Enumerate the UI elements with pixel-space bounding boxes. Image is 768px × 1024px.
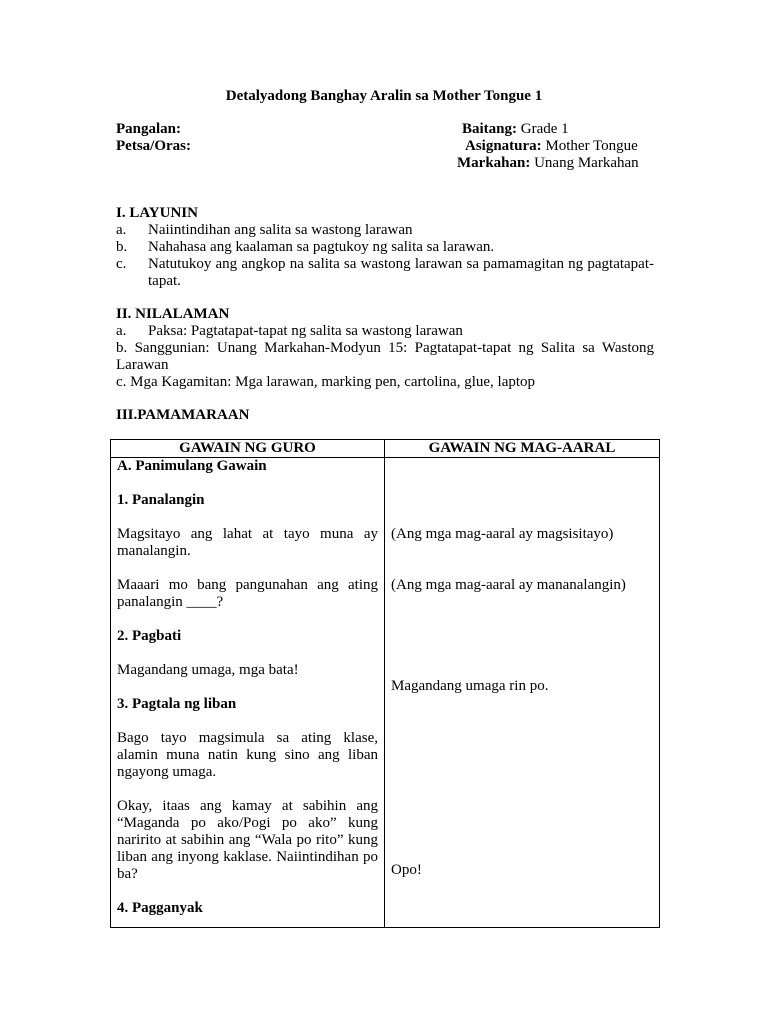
nilalaman-kagamitan: c. Mga Kagamitan: Mga larawan, marking pen, cartolina, glue, laptop [116, 374, 536, 390]
panimulang-gawain-heading: A. Panimulang Gawain [117, 458, 267, 474]
guro-paragraph: Magandang umaga, mga bata! [117, 662, 299, 678]
magaaral-response: Magandang umaga rin po. [391, 678, 549, 694]
nilalaman-section [116, 306, 654, 391]
pagtala-heading: 3. Pagtala ng liban [117, 696, 237, 712]
nilalaman-sanggunian: b. Sanggunian: Unang Markahan-Modyun 15: Pagtatapat-tapat ng Salita sa Wastong Larawan [116, 340, 654, 373]
pangalan-label: Pangalan: [116, 121, 182, 137]
nilalaman-paksa: a. Paksa: Pagtatapat-tapat ng salita sa wastong larawan [116, 323, 463, 339]
petsa-label: Petsa/Oras: [116, 138, 191, 154]
asignatura-field: Asignatura: Mother Tongue [465, 138, 638, 154]
magaaral-response: (Ang mga mag-aaral ay magsisitayo) [391, 526, 614, 542]
procedure-table [110, 439, 660, 928]
guro-column [111, 458, 385, 928]
markahan-field: Markahan: Unang Markahan [457, 155, 639, 171]
layunin-item: a. Naiintindihan ang salita sa wastong larawan [116, 222, 413, 238]
guro-paragraph: Bago tayo magsimula sa ating klase, alamin muna natin kung sino ang liban ngayong umaga. [117, 730, 378, 780]
nilalaman-heading: II. NILALAMAN [116, 306, 230, 322]
baitang-field: Baitang: Grade 1 [462, 121, 569, 137]
guro-paragraph: Maaari mo bang pangunahan ang ating panalangin ____? [117, 577, 378, 610]
layunin-item: b. Nahahasa ang kaalaman sa pagtukoy ng salita sa larawan. [116, 239, 495, 255]
magaaral-response: Opo! [391, 862, 422, 878]
layunin-item: c. Natutukoy ang angkop na salita sa wastong larawan sa pamamagitan ng pagtatapat-tapat. [116, 256, 654, 289]
magaaral-response: (Ang mga mag-aaral ay mananalangin) [391, 577, 626, 593]
guro-paragraph: Okay, itaas ang kamay at sabihin ang “Maganda po ako/Pogi po ako” kung naririto at sabihin ang “Wala po rito” kung liban ang inyong kaklase. Naiintindihan po ba? [117, 798, 378, 882]
col-header-guro: GAWAIN NG GURO [111, 440, 385, 458]
layunin-heading: I. LAYUNIN [116, 205, 198, 221]
guro-paragraph: Magsitayo ang lahat at tayo muna ay manalangin. [117, 526, 378, 559]
pamamaraan-heading: III.PAMAMARAAN [116, 407, 250, 423]
pagganyak-heading: 4. Pagganyak [117, 900, 203, 916]
col-header-magaaral: GAWAIN NG MAG-AARAL [385, 440, 660, 458]
panalangin-heading: 1. Panalangin [117, 492, 205, 508]
pagbati-heading: 2. Pagbati [117, 628, 182, 644]
pamamaraan-section [116, 407, 654, 424]
magaaral-column [385, 458, 660, 928]
layunin-section [116, 205, 654, 290]
document-title: Detalyadong Banghay Aralin sa Mother Tongue 1 [225, 88, 543, 104]
